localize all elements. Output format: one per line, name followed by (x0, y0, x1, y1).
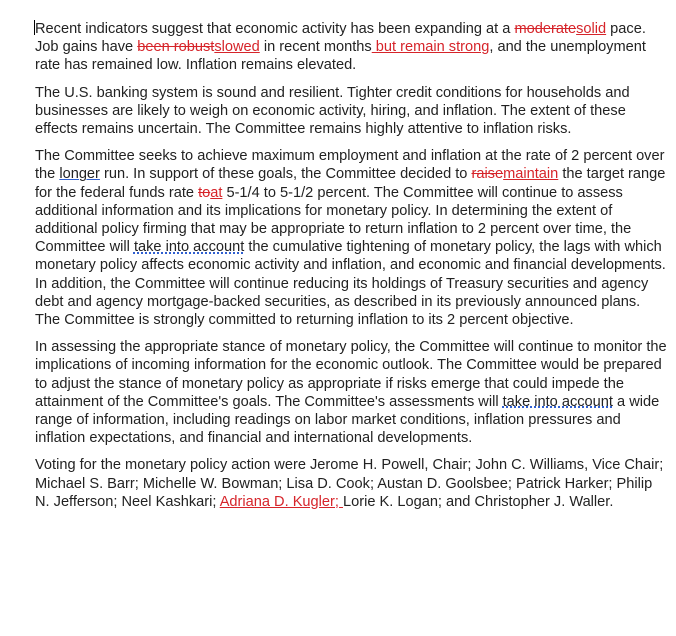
inserted-text[interactable]: but remain strong (371, 39, 490, 56)
text-run: , and the unemployment rate has remained low. Inflation remains elevated. (35, 39, 646, 74)
grammar-flagged-text[interactable]: take into account (133, 239, 245, 256)
document-body[interactable] (35, 20, 667, 520)
paragraph-4[interactable] (35, 338, 667, 447)
text-run: run. In support of these goals, the Committee decided to (99, 166, 472, 183)
text-run: Voting for the monetary policy action were Jerome H. Powell, Chair; John C. Williams, Vice Chair; Michael S. Barr; Michelle W. Bowman; Lisa D. Cook; Austan D. Goolsbee; Patrick Harker; Philip N. Jefferson; Neel Kashkari; (35, 457, 664, 510)
deleted-text[interactable]: been robust (137, 39, 215, 56)
inserted-text[interactable]: Adriana D. Kugler; (219, 493, 343, 510)
deleted-text[interactable]: moderate (514, 21, 577, 37)
text-run: In assessing the appropriate stance of monetary policy, the Committee will continue to monitor the implications of incoming information for the economic outlook. The Committee would be prepared to adjust the stance of monetary policy as appropriate if risks emerge that could impede the attainment of the Committee's goals. The Committee's assessments will (35, 339, 667, 410)
text-run: The U.S. banking system is sound and resilient. Tighter credit conditions for households and businesses are likely to weigh on economic activity, hiring, and inflation. The extent of these effects remains uncertain. The Committee remains highly attentive to inflation risks. (35, 84, 630, 138)
text-run: The Committee seeks to achieve maximum employment and inflation at the rate of 2 percent over the (35, 148, 665, 183)
text-run: pace. Job gains have (35, 21, 646, 56)
inserted-text[interactable]: slowed (214, 39, 260, 56)
deleted-text[interactable]: to (198, 184, 211, 201)
paragraph-5[interactable] (35, 456, 667, 511)
inserted-text[interactable]: at (210, 184, 223, 201)
text-run: in recent months (259, 39, 372, 56)
text-run: the cumulative tightening of monetary policy, the lags with which monetary policy affects economic activity and inflation, and economic and financial developments. In addition, the Committee will continue reducing its holdings of Treasury securities and agency debt and agency mortgage-backed securities, as described in its previously announced plans. The Committee is strongly committed to returning inflation to its 2 percent objective. (35, 239, 666, 329)
grammar-flagged-text[interactable]: take into account (502, 393, 613, 410)
text-run: the target range for the federal funds rate (35, 166, 666, 201)
text-run: Recent indicators suggest that economic activity has been expanding at a (35, 21, 515, 37)
paragraph-1[interactable] (35, 20, 667, 75)
paragraph-2[interactable] (35, 84, 667, 139)
text-run: Lorie K. Logan; and Christopher J. Waller. (343, 493, 614, 510)
inserted-text[interactable]: solid (576, 21, 607, 37)
inserted-text[interactable]: maintain (503, 166, 559, 183)
text-run: a wide range of information, including readings on labor market conditions, inflation pressures and inflation expectations, and financial and international developments. (35, 393, 660, 447)
paragraph-3[interactable] (35, 147, 667, 329)
text-run: 5-1/4 to 5-1/2 percent. The Committee will continue to assess additional information and its implications for monetary policy. In determining the extent of additional policy firming that may be appropriate to return inflation to 2 percent over time, the Committee will (35, 184, 632, 256)
grammar-flagged-text[interactable]: longer (59, 166, 100, 183)
deleted-text[interactable]: raise (471, 166, 504, 183)
